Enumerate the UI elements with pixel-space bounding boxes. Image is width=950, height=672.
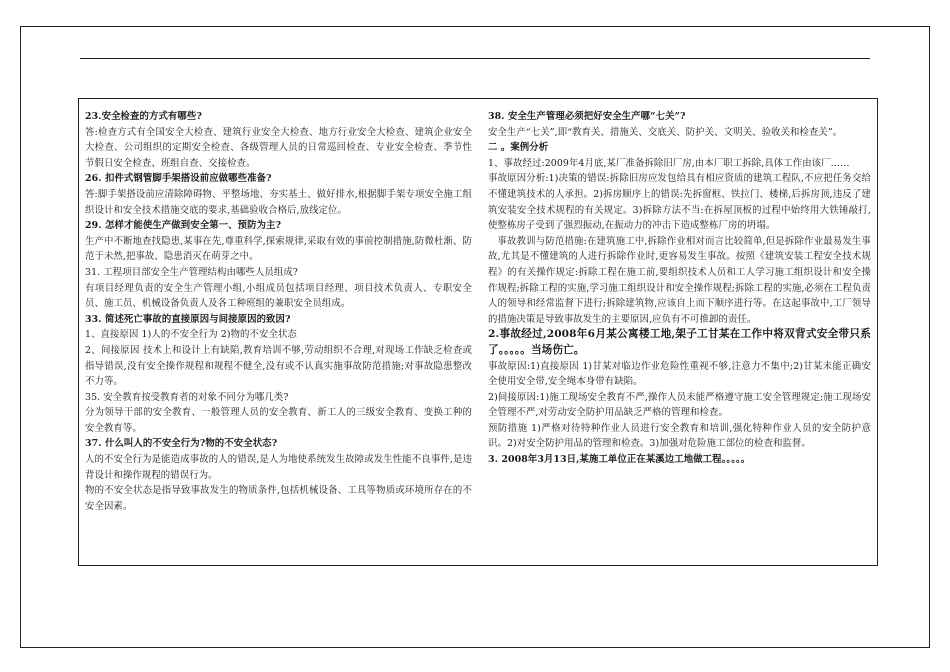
content-box — [78, 98, 878, 566]
paragraph: 2、间接原因 技术上和设计上有缺陷,教育培训不够,劳动组织不合理,对现场工作缺乏检查或指导错误,没有安全操作规程和规程不健全,没有或不认真实施事故防范措施;对事故隐患整改不力等。 — [85, 344, 472, 388]
paragraph: 安全生产“七关”,即“教育关、措施关、交底关、防护关、文明关、验收关和检查关”。 — [488, 126, 843, 138]
paragraph: 预防措施 1)严格对待特种作业人员进行安全教育和培训,强化特种作业人员的安全防护意识。2)对安全防护用品的管理和检查。3)加强对危险施工部位的检查和监督。 — [488, 422, 871, 450]
paragraph: 有项目经理负责的安全生产管理小组,小组成员包括项目经理、项目技术负责人、专职安全员、施工员、机械设备负责人及各工种班组的兼职安全员组成。 — [85, 282, 472, 310]
paragraph: 人的不安全行为是能造成事故的人的错误,是人为地使系统发生故障或发生性能不良事件,是违背设计和操作规程的错误行为。 — [85, 454, 472, 481]
paragraph: 1、事故经过:2009年4月底,某厂准备拆除旧厂房,由本厂职工拆除,具体工作由该厂…… — [488, 157, 850, 169]
left-column — [79, 99, 478, 565]
question-heading: 37. 什么叫人的不安全行为?物的不安全状态? — [85, 438, 278, 450]
paragraph: 分为领导干部的安全教育、一般管理人员的安全教育、新工人的三级安全教育、变换工种的安全教育等。 — [85, 407, 472, 434]
paragraph: 事故教训与防范措施:在建筑施工中,拆除作业相对而言比较简单,但是拆除作业最易发生事故,尤其是不懂建筑的人进行拆除作业时,更容易发生事故。按照《建筑安装工程安全技术规程》的有关操作规定:拆除工程在施工前,要组织技术人员和工人学习施工组织设计和安全操作规程;拆除工程的实施,学习施工组织设计和安全操作规程;拆除工程的实施,必须在工程负责人的领导和经常监督下进行;拆除建筑物,应该自上而下顺序进行等。在这起事故中,工厂领导的措施决策是导致事故发生的主要原因,应负有不可推卸的责任。 — [488, 235, 871, 325]
question-heading: 26. 扣件式钢管脚手架搭设前应做哪些准备? — [85, 173, 272, 185]
paragraph: 事故原因:1)直接原因 1)甘某对临边作业危险性重视不够,注意力不集中;2)甘某未能正确安全使用安全带,安全绳本身带有缺陷。 — [488, 360, 871, 388]
paragraph: 答:检查方式有全国安全大检查、建筑行业安全大检查、地方行业安全大检查、建筑企业安全大检查、公司组织的定期安全检查、各级管理人员的日常巡回检查、专业安全检查、季节性节假日安全检查、班组自查、交接检查。 — [85, 126, 472, 169]
paragraph: 35. 安全教育按受教育者的对象不同分为哪几类? — [85, 391, 289, 403]
question-heading: 38. 安全生产管理必须把好安全生产哪“七关”? — [488, 111, 686, 122]
header-rule — [80, 58, 870, 59]
question-heading: 二 。案例分析 — [488, 142, 549, 154]
case-heading: 2.事故经过,2008年6月某公寓楼工地,架子工甘某在工作中将双背式安全带只系了。。。。。当场伤亡。 — [488, 328, 871, 356]
paragraph: 生产中不断地查找隐患,某事在先,尊重科学,探索规律,采取有效的事前控制措施,防微杜渐、防范于未然,把事故、隐患消灭在萌芽之中。 — [85, 235, 472, 263]
question-heading: 23.安全检查的方式有哪些? — [85, 111, 202, 122]
paragraph: 事故原因分析:1)决策的错误:拆除旧房应发包给具有相应资质的建筑工程队,不应把任务交给不懂建筑技术的人承担。2)拆房顺序上的错误:先拆窗框、铁拉门、楼梯,后拆房顶,违反了建筑安装安全技术规程的有关规定。3)拆除方法不当:在拆屋顶板的过程中始终用大铁锤敲打,使整栋房子受到了强烈振动,在振动力的冲击下造成整栋厂房的坍塌。 — [488, 173, 871, 232]
paragraph: 答:脚手架搭设前应清除障碍物、平整场地、夯实基土、做好排水,根据脚手架专项安全施工组织设计和安全技术措施交底的要求,基础验收合格后,放线定位。 — [85, 188, 472, 216]
paragraph: 物的不安全状态是指导致事故发生的物质条件,包括机械设备、工具等物质或环境所存在的不安全因素。 — [85, 485, 472, 512]
paragraph: 1、直接原因 1)人的不安全行为 2)物的不安全状态 — [85, 329, 297, 341]
paragraph: 31. 工程项目部安全生产管理结构由哪些人员组成? — [85, 266, 298, 278]
question-heading: 29. 怎样才能使生产做到安全第一、预防为主? — [85, 220, 282, 232]
paragraph: 2)间接原因:1)施工现场安全教育不严,操作人员未能严格遵守施工安全管理规定;施工现场安全管理不严,对劳动安全防护用品缺乏严格的管理和检查。 — [488, 391, 871, 419]
right-column — [478, 99, 877, 565]
case-heading: 3. 2008年3月13日,某施工单位正在某溪边工地做工程。。。。。 — [488, 454, 751, 466]
question-heading: 33. 简述死亡事故的直接原因与间接原因的致因? — [85, 313, 291, 325]
